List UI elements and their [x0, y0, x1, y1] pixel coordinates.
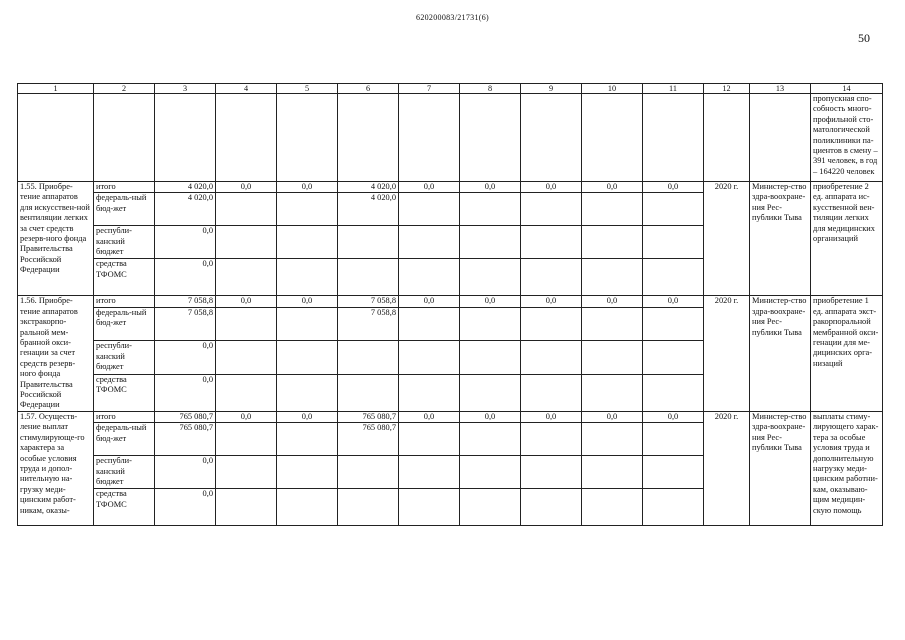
- executor: Министер-ство здра-воохране-ния Рес-публики Тыва: [750, 182, 811, 296]
- empty-cell: [521, 489, 582, 526]
- funding-source: итого: [94, 296, 155, 308]
- empty-cell: [460, 489, 521, 526]
- cont-col-10: [582, 94, 643, 182]
- empty-cell: [460, 423, 521, 456]
- table-row: [18, 296, 883, 308]
- empty-cell: [277, 226, 338, 259]
- empty-cell: [643, 226, 704, 259]
- empty-cell: [216, 489, 277, 526]
- total-amount: 7 058,8: [155, 296, 216, 308]
- total-amount: 0,0: [155, 374, 216, 411]
- empty-cell: [582, 489, 643, 526]
- empty-cell: [216, 259, 277, 296]
- cont-col-3: [155, 94, 216, 182]
- funding-source: средства ТФОМС: [94, 259, 155, 296]
- implementation-year: 2020 г.: [704, 182, 750, 296]
- empty-cell: [582, 259, 643, 296]
- measure-name: 1.57. Осуществ-ление выплат стимулирующе-го характера за особые условия труда и допол-нительную на-грузку меди-цинским работ-никам, оказы-: [18, 411, 94, 525]
- executor: Министер-ство здра-воохране-ния Рес-публики Тыва: [750, 296, 811, 411]
- cont-col-7: [399, 94, 460, 182]
- empty-cell: [460, 307, 521, 340]
- total-amount: 0,0: [155, 489, 216, 526]
- amount-c8: 0,0: [460, 411, 521, 422]
- amount-2020: 7 058,8: [338, 296, 399, 308]
- empty-cell: [460, 193, 521, 226]
- table-row: [18, 182, 883, 193]
- amount-c10: 0,0: [582, 296, 643, 308]
- empty-cell: [338, 226, 399, 259]
- amount-c10: 0,0: [582, 411, 643, 422]
- total-amount: 4 020,0: [155, 193, 216, 226]
- empty-cell: [643, 374, 704, 411]
- column-number-14: 14: [811, 84, 883, 94]
- empty-cell: [338, 456, 399, 489]
- empty-cell: [277, 423, 338, 456]
- total-amount: 765 080,7: [155, 423, 216, 456]
- cont-col-11: [643, 94, 704, 182]
- empty-cell: [277, 489, 338, 526]
- empty-cell: [277, 374, 338, 411]
- implementation-year: 2020 г.: [704, 296, 750, 411]
- amount-2018: 0,0: [216, 296, 277, 308]
- amount-c10: 0,0: [582, 182, 643, 193]
- empty-cell: [216, 193, 277, 226]
- column-number-8: 8: [460, 84, 521, 94]
- amount-c9: 0,0: [521, 411, 582, 422]
- empty-cell: [216, 307, 277, 340]
- empty-cell: [643, 193, 704, 226]
- column-number-4: 4: [216, 84, 277, 94]
- amount-2020: 765 080,7: [338, 411, 399, 422]
- cont-col-1: [18, 94, 94, 182]
- expected-result: приобретение 1 ед. аппарата экст-ракорпоральной мембранной окси-генации для ме-дицинских орга-низаций: [811, 296, 883, 411]
- total-amount: 0,0: [155, 259, 216, 296]
- empty-cell: [521, 226, 582, 259]
- amount-2020: 4 020,0: [338, 193, 399, 226]
- column-number-13: 13: [750, 84, 811, 94]
- empty-cell: [399, 226, 460, 259]
- empty-cell: [399, 307, 460, 340]
- empty-cell: [460, 226, 521, 259]
- cont-col-8: [460, 94, 521, 182]
- funding-source: республи-канский бюджет: [94, 341, 155, 374]
- empty-cell: [399, 193, 460, 226]
- amount-2019: 0,0: [277, 182, 338, 193]
- amount-c7: 0,0: [399, 182, 460, 193]
- empty-cell: [582, 423, 643, 456]
- funding-source: федераль-ный бюд-жет: [94, 307, 155, 340]
- cont-col-9: [521, 94, 582, 182]
- amount-c11: 0,0: [643, 182, 704, 193]
- continuation-row: [18, 94, 883, 182]
- cont-col-5: [277, 94, 338, 182]
- empty-cell: [277, 193, 338, 226]
- empty-cell: [399, 423, 460, 456]
- funding-source: средства ТФОМС: [94, 374, 155, 411]
- executor: Министер-ство здра-воохране-ния Рес-публики Тыва: [750, 411, 811, 525]
- empty-cell: [399, 259, 460, 296]
- empty-cell: [460, 456, 521, 489]
- empty-cell: [521, 374, 582, 411]
- measure-name: 1.56. Приобре-тение аппаратов экстракорпо-ральной мем-бранной окси-генации за счет средств резерв-ного фонда Правительства Российской Федерации: [18, 296, 94, 411]
- column-number-10: 10: [582, 84, 643, 94]
- amount-2018: 0,0: [216, 182, 277, 193]
- empty-cell: [338, 489, 399, 526]
- empty-cell: [643, 456, 704, 489]
- amount-2019: 0,0: [277, 296, 338, 308]
- total-amount: 4 020,0: [155, 182, 216, 193]
- continuation-result-text: пропускная спо-собность много-профильной сто-матологической поликлиники па-циентов в смену – 391 человек, в год – 164220 человек: [811, 94, 883, 182]
- total-amount: 0,0: [155, 456, 216, 489]
- column-number-6: 6: [338, 84, 399, 94]
- amount-c7: 0,0: [399, 296, 460, 308]
- table-row: [18, 411, 883, 422]
- empty-cell: [338, 374, 399, 411]
- total-amount: 765 080,7: [155, 411, 216, 422]
- amount-c7: 0,0: [399, 411, 460, 422]
- empty-cell: [216, 456, 277, 489]
- empty-cell: [643, 307, 704, 340]
- amount-2019: 0,0: [277, 411, 338, 422]
- funding-source: федераль-ный бюд-жет: [94, 193, 155, 226]
- empty-cell: [399, 456, 460, 489]
- empty-cell: [521, 456, 582, 489]
- funding-source: средства ТФОМС: [94, 489, 155, 526]
- empty-cell: [216, 226, 277, 259]
- column-number-5: 5: [277, 84, 338, 94]
- measure-name: 1.55. Приобре-тение аппаратов для искусствен-ной вентиляции легких за счет средств резерв-ного фонда Правительства Российской Федерации: [18, 182, 94, 296]
- empty-cell: [460, 259, 521, 296]
- empty-cell: [460, 341, 521, 374]
- amount-2018: 0,0: [216, 411, 277, 422]
- empty-cell: [582, 374, 643, 411]
- program-table: [17, 83, 883, 526]
- empty-cell: [582, 307, 643, 340]
- column-number-2: 2: [94, 84, 155, 94]
- amount-2020: 7 058,8: [338, 307, 399, 340]
- funding-source: федераль-ный бюд-жет: [94, 423, 155, 456]
- amount-2020: 765 080,7: [338, 423, 399, 456]
- empty-cell: [521, 341, 582, 374]
- funding-source: итого: [94, 182, 155, 193]
- column-number-row: [18, 84, 883, 94]
- empty-cell: [521, 193, 582, 226]
- amount-c11: 0,0: [643, 411, 704, 422]
- total-amount: 0,0: [155, 226, 216, 259]
- column-number-11: 11: [643, 84, 704, 94]
- empty-cell: [521, 423, 582, 456]
- cont-col-4: [216, 94, 277, 182]
- total-amount: 0,0: [155, 341, 216, 374]
- expected-result: приобретение 2 ед. аппарата ис-кусственной вен-тиляции легких для медицинских организаций: [811, 182, 883, 296]
- empty-cell: [277, 307, 338, 340]
- empty-cell: [277, 341, 338, 374]
- cont-col-6: [338, 94, 399, 182]
- cont-col-2: [94, 94, 155, 182]
- implementation-year: 2020 г.: [704, 411, 750, 525]
- total-amount: 7 058,8: [155, 307, 216, 340]
- column-number-1: 1: [18, 84, 94, 94]
- amount-c9: 0,0: [521, 182, 582, 193]
- expected-result: выплаты стиму-лирующего харак-тера за особые условия труда и дополнительную нагрузку меди-цинским работни-кам, оказываю-щим медицин-скую помощь: [811, 411, 883, 525]
- document-id: 620200083/21731(6): [416, 13, 489, 22]
- column-number-3: 3: [155, 84, 216, 94]
- amount-2020: 4 020,0: [338, 182, 399, 193]
- empty-cell: [643, 259, 704, 296]
- empty-cell: [216, 423, 277, 456]
- empty-cell: [582, 456, 643, 489]
- funding-source: итого: [94, 411, 155, 422]
- empty-cell: [399, 489, 460, 526]
- amount-c8: 0,0: [460, 296, 521, 308]
- column-number-7: 7: [399, 84, 460, 94]
- cont-col-12: [704, 94, 750, 182]
- page-number: 50: [858, 31, 870, 45]
- empty-cell: [216, 374, 277, 411]
- empty-cell: [399, 374, 460, 411]
- empty-cell: [338, 341, 399, 374]
- empty-cell: [277, 456, 338, 489]
- amount-c11: 0,0: [643, 296, 704, 308]
- funding-source: республи-канский бюджет: [94, 456, 155, 489]
- empty-cell: [521, 307, 582, 340]
- empty-cell: [643, 341, 704, 374]
- empty-cell: [216, 341, 277, 374]
- amount-c9: 0,0: [521, 296, 582, 308]
- empty-cell: [338, 259, 399, 296]
- column-number-9: 9: [521, 84, 582, 94]
- cont-col-13: [750, 94, 811, 182]
- empty-cell: [399, 341, 460, 374]
- empty-cell: [582, 226, 643, 259]
- empty-cell: [582, 193, 643, 226]
- amount-c8: 0,0: [460, 182, 521, 193]
- empty-cell: [643, 489, 704, 526]
- empty-cell: [277, 259, 338, 296]
- column-number-12: 12: [704, 84, 750, 94]
- empty-cell: [643, 423, 704, 456]
- empty-cell: [521, 259, 582, 296]
- empty-cell: [460, 374, 521, 411]
- funding-source: республи-канский бюджет: [94, 226, 155, 259]
- empty-cell: [582, 341, 643, 374]
